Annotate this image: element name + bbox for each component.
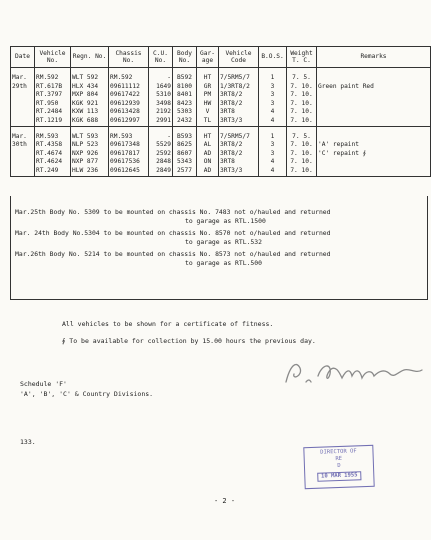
- cu-cell: -: [149, 126, 173, 141]
- remarks-cell: [317, 108, 431, 117]
- remarks-cell: [317, 68, 431, 83]
- header-vehicle: Vehicle No.: [35, 47, 71, 68]
- garage-cell: HT: [197, 68, 219, 83]
- body-cell: 2577: [173, 167, 197, 176]
- vehicle-cell: RT.617B: [35, 83, 71, 92]
- note-line: Mar.26th Body No. 5214 to be mounted on chassis No. 8573 not o/hauled and returned: [15, 250, 331, 258]
- weight-cell: 7. 10.: [287, 117, 317, 126]
- remarks-cell: Green paint Red: [317, 83, 431, 92]
- note-item: [15, 208, 423, 226]
- remarks-cell: [317, 117, 431, 126]
- code-cell: 3RT8/2: [219, 91, 259, 100]
- date-cell: 29th: [11, 83, 35, 92]
- code-cell: 3RT8/2: [219, 150, 259, 159]
- date-cell: [11, 100, 35, 109]
- date-cell: [11, 167, 35, 176]
- garage-cell: GR: [197, 83, 219, 92]
- note-line: to garage as RTL.500: [185, 259, 262, 267]
- chassis-cell: 09617817: [109, 150, 149, 159]
- regn-cell: WLT 593: [71, 126, 109, 141]
- date-cell: [11, 108, 35, 117]
- chassis-cell: 09612645: [109, 167, 149, 176]
- cu-cell: 2849: [149, 167, 173, 176]
- table-row: [11, 141, 431, 150]
- weight-cell: 7. 10.: [287, 83, 317, 92]
- divisions-label: 'A', 'B', 'C' & Country Divisions.: [20, 390, 154, 398]
- fitness-note: All vehicles to be shown for a certificate of fitness.: [62, 320, 274, 328]
- bos-cell: 4: [259, 108, 287, 117]
- chassis-cell: 09617348: [109, 141, 149, 150]
- code-cell: 3RT8: [219, 108, 259, 117]
- cu-cell: 5529: [149, 141, 173, 150]
- regn-cell: KXW 113: [71, 108, 109, 117]
- remarks-cell: 'A' repaint: [317, 141, 431, 150]
- garage-cell: HW: [197, 100, 219, 109]
- cu-cell: 2991: [149, 117, 173, 126]
- table-row: [11, 83, 431, 92]
- garage-cell: AL: [197, 141, 219, 150]
- remarks-cell: 'C' repaint ∮: [317, 150, 431, 159]
- stamp-line: RE: [335, 455, 343, 463]
- code-cell: 3RT8: [219, 158, 259, 167]
- regn-cell: NXP 926: [71, 150, 109, 159]
- header-code: Vehicle Code: [219, 47, 259, 68]
- bos-cell: 3: [259, 83, 287, 92]
- chassis-cell: 09617422: [109, 91, 149, 100]
- cu-cell: -: [149, 68, 173, 83]
- collection-note: ∮ To be available for collection by 15.00 hours the previous day.: [62, 337, 316, 345]
- cu-cell: 5310: [149, 91, 173, 100]
- bos-cell: 4: [259, 158, 287, 167]
- code-cell: 3RT8/2: [219, 100, 259, 109]
- garage-cell: PM: [197, 91, 219, 100]
- bos-cell: 1: [259, 68, 287, 83]
- handwritten-signature: [280, 352, 428, 392]
- weight-cell: 7. 10.: [287, 158, 317, 167]
- table-row: [11, 150, 431, 159]
- regn-cell: KGK 921: [71, 100, 109, 109]
- note-line: Mar. 24th Body No.5304 to be mounted on chassis No. 8570 not o/hauled and returned: [15, 229, 331, 237]
- weight-cell: 7. 10.: [287, 91, 317, 100]
- remarks-cell: [317, 158, 431, 167]
- schedule-label: Schedule 'F': [20, 380, 67, 388]
- chassis-cell: 09617536: [109, 158, 149, 167]
- reference-number: 133.: [20, 438, 36, 446]
- header-remarks: Remarks: [317, 47, 431, 68]
- header-chassis: Chassis No.: [109, 47, 149, 68]
- date-cell: Mar.: [11, 126, 35, 141]
- weight-cell: 7. 10.: [287, 150, 317, 159]
- header-weight: Weight T. C.: [287, 47, 317, 68]
- date-cell: [11, 158, 35, 167]
- table-row: [11, 68, 431, 83]
- weight-cell: 7. 10.: [287, 167, 317, 176]
- note-line: to garage as RTL.532: [185, 238, 262, 246]
- code-cell: 3RT3/3: [219, 117, 259, 126]
- chassis-cell: RM.593: [109, 126, 149, 141]
- weight-cell: 7. 5.: [287, 68, 317, 83]
- remarks-cell: [317, 91, 431, 100]
- vehicle-cell: RT.4674: [35, 150, 71, 159]
- code-cell: 1/3RT8/2: [219, 83, 259, 92]
- weight-cell: 7. 10.: [287, 100, 317, 109]
- body-cell: 8401: [173, 91, 197, 100]
- garage-cell: AD: [197, 150, 219, 159]
- header-cu: C.U. No.: [149, 47, 173, 68]
- code-cell: 7/5RM5/7: [219, 68, 259, 83]
- vehicle-cell: RT.2484: [35, 108, 71, 117]
- bos-cell: 3: [259, 150, 287, 159]
- garage-cell: ON: [197, 158, 219, 167]
- bos-cell: 1: [259, 126, 287, 141]
- weight-cell: 7. 10.: [287, 108, 317, 117]
- table-body: [11, 68, 431, 177]
- vehicle-cell: RT.3797: [35, 91, 71, 100]
- bos-cell: 3: [259, 141, 287, 150]
- header-garage: Gar-age: [197, 47, 219, 68]
- code-cell: 7/5RM5/7: [219, 126, 259, 141]
- stamp-line: D: [337, 462, 341, 470]
- page-number: - 2 -: [214, 497, 236, 505]
- regn-cell: NLP 523: [71, 141, 109, 150]
- code-cell: 3RT3/3: [219, 167, 259, 176]
- table-row: [11, 117, 431, 126]
- vehicle-cell: RT.1219: [35, 117, 71, 126]
- cu-cell: 3498: [149, 100, 173, 109]
- garage-cell: TL: [197, 117, 219, 126]
- vehicle-schedule-table: [10, 46, 431, 177]
- regn-cell: HLX 434: [71, 83, 109, 92]
- date-cell: [11, 150, 35, 159]
- note-line: Mar.25th Body No. 5309 to be mounted on chassis No. 7483 not o/hauled and returned: [15, 208, 331, 216]
- table-header-row: [11, 47, 431, 68]
- body-cell: 5303: [173, 108, 197, 117]
- vehicle-cell: RT.4624: [35, 158, 71, 167]
- regn-cell: WLT 592: [71, 68, 109, 83]
- date-cell: [11, 91, 35, 100]
- code-cell: 3RT8/2: [219, 141, 259, 150]
- stamp-line: DIRECTOR OF: [320, 448, 357, 456]
- bos-cell: 3: [259, 91, 287, 100]
- table-row: [11, 91, 431, 100]
- bos-cell: 4: [259, 117, 287, 126]
- header-body: Body No.: [173, 47, 197, 68]
- body-cell: 8607: [173, 150, 197, 159]
- vehicle-cell: RT.249: [35, 167, 71, 176]
- table-row: [11, 126, 431, 141]
- regn-cell: MXP 804: [71, 91, 109, 100]
- stamp-date: 10 MAR 1955: [317, 471, 362, 482]
- vehicle-cell: RT.4358: [35, 141, 71, 150]
- body-cell: 8100: [173, 83, 197, 92]
- vehicle-cell: RM.593: [35, 126, 71, 141]
- garage-cell: AD: [197, 167, 219, 176]
- date-cell: 30th: [11, 141, 35, 150]
- chassis-cell: 09611112: [109, 83, 149, 92]
- body-cell: 5343: [173, 158, 197, 167]
- remarks-cell: [317, 167, 431, 176]
- body-cell: 2432: [173, 117, 197, 126]
- header-date: Date: [11, 47, 35, 68]
- regn-cell: HLW 236: [71, 167, 109, 176]
- table-row: [11, 108, 431, 117]
- chassis-cell: 09612939: [109, 100, 149, 109]
- bos-cell: 3: [259, 100, 287, 109]
- received-stamp: [303, 445, 374, 489]
- weight-cell: 7. 5.: [287, 126, 317, 141]
- garage-cell: V: [197, 108, 219, 117]
- regn-cell: KGK 688: [71, 117, 109, 126]
- remarks-cell: [317, 126, 431, 141]
- chassis-cell: 09612997: [109, 117, 149, 126]
- regn-cell: NXP 877: [71, 158, 109, 167]
- remarks-cell: [317, 100, 431, 109]
- date-cell: [11, 117, 35, 126]
- body-cell: B592: [173, 68, 197, 83]
- garage-cell: HT: [197, 126, 219, 141]
- bos-cell: 4: [259, 167, 287, 176]
- cu-cell: 2592: [149, 150, 173, 159]
- table-row: [11, 100, 431, 109]
- note-item: [15, 229, 423, 247]
- header-bos: B.O.S.: [259, 47, 287, 68]
- header-regn: Regn. No.: [71, 47, 109, 68]
- chassis-cell: 09613428: [109, 108, 149, 117]
- table-row: [11, 158, 431, 167]
- cu-cell: 2192: [149, 108, 173, 117]
- table-row: [11, 167, 431, 176]
- cu-cell: 1649: [149, 83, 173, 92]
- chassis-cell: RM.592: [109, 68, 149, 83]
- body-mounting-notes: [10, 196, 428, 300]
- date-cell: Mar.: [11, 68, 35, 83]
- body-cell: B593: [173, 126, 197, 141]
- cu-cell: 2848: [149, 158, 173, 167]
- note-line: to garage as RTL.1500: [185, 217, 266, 225]
- weight-cell: 7. 10.: [287, 141, 317, 150]
- note-item: [15, 250, 423, 268]
- vehicle-cell: RM.592: [35, 68, 71, 83]
- body-cell: 8423: [173, 100, 197, 109]
- body-cell: 8625: [173, 141, 197, 150]
- vehicle-cell: RT.950: [35, 100, 71, 109]
